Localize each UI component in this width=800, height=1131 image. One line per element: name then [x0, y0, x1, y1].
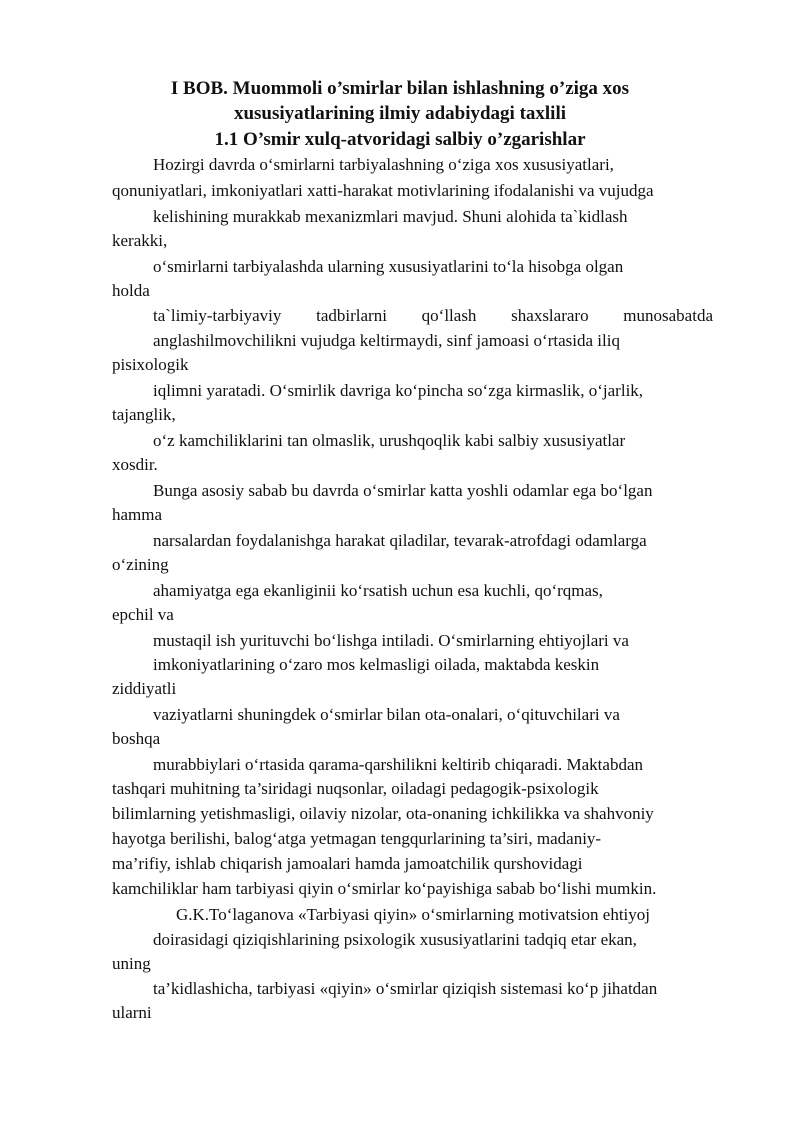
body-line-11: tajanglik,	[112, 405, 176, 424]
body-line-10: iqlimni yaratadi. O‘smirlik davriga ko‘pincha so‘zga kirmaslik, o‘jarlik,	[153, 381, 644, 400]
body-line-1: Hozirgi davrda o‘smirlarni tarbiyalashning o‘ziga xos xususiyatlari,	[153, 155, 614, 174]
body-line-14: Bunga asosiy sabab bu davrda o‘smirlar katta yoshli odamlar ega bo‘lgan	[153, 481, 653, 500]
body-line-22: ziddiyatli	[112, 679, 177, 698]
body-line-29: ma’rifiy, ishlab chiqarish jamoalari hamda jamoatchilik qurshovidagi	[112, 854, 583, 873]
body-line-20: mustaqil ish yurituvchi bo‘lishga intiladi. O‘smirlarning ehtiyojlari va	[153, 631, 629, 650]
section-title: 1.1 O’smir xulq-atvoridagi salbiy o’zgarishlar	[214, 129, 586, 150]
body-line-18: ahamiyatga ega ekanliginii ko‘rsatish uchun esa kuchli, qo‘rqmas,	[153, 581, 603, 600]
body-line-5: o‘smirlarni tarbiyalashda ularning xususiyatlarini to‘la hisobga olgan	[153, 257, 624, 276]
body-line-30: kamchiliklar ham tarbiyasi qiyin o‘smirlar ko‘payishiga sabab bo‘lishi mumkin.	[112, 879, 657, 898]
body-line-17: o‘zining	[112, 555, 169, 574]
chapter-title-line-1: I BOB. Muommoli o’smirlar bilan ishlashning o’ziga xos	[170, 78, 630, 99]
body-line-34: ta’kidlashicha, tarbiyasi «qiyin» o‘smirlar qiziqish sistemasi ko‘p jihatdan	[153, 979, 658, 998]
body-line-25: murabbiylari o‘rtasida qarama-qarshilikni keltirib chiqaradi. Maktabdan	[153, 755, 643, 774]
body-line-6: holda	[112, 281, 150, 300]
body-line-19: epchil va	[112, 605, 174, 624]
body-line-35: ularni	[112, 1003, 152, 1022]
body-line-12: o‘z kamchiliklarini tan olmaslik, urushqoqlik kabi salbiy xususiyatlar	[153, 431, 626, 450]
body-line-15: hamma	[112, 505, 163, 524]
body-line-7: ta`limiy-tarbiyaviy tadbirlarni qo‘llash shaxslararo munosabatda	[153, 306, 713, 325]
body-line-9: pisixologik	[112, 355, 189, 374]
body-line-4: kerakki,	[112, 231, 168, 250]
body-line-27: bilimlarning yetishmasligi, oilaviy nizolar, ota-onaning ichkilikka va shahvoniy	[112, 804, 654, 823]
body-line-16: narsalardan foydalanishga harakat qiladilar, tevarak-atrofdagi odamlarga	[153, 531, 647, 550]
body-line-8: anglashilmovchilikni vujudga keltirmaydi, sinf jamoasi o‘rtasida iliq	[153, 331, 620, 350]
body-line-28: hayotga berilishi, balog‘atga yetmagan tengqurlarining ta’siri, madaniy-	[112, 829, 602, 848]
body-line-3: kelishining murakkab mexanizmlari mavjud. Shuni alohida ta`kidlash	[153, 207, 628, 226]
body-line-33: uning	[112, 954, 151, 973]
body-line-24: boshqa	[112, 729, 161, 748]
body-line-23: vaziyatlarni shuningdek o‘smirlar bilan ota-onalari, o‘qituvchilari va	[153, 705, 620, 724]
body-line-31: G.K.To‘laganova «Tarbiyasi qiyin» o‘smirlarning motivatsion ehtiyoj	[176, 905, 651, 924]
body-line-21: imkoniyatlarining o‘zaro mos kelmasligi oilada, maktabda keskin	[153, 655, 600, 674]
body-line-2: qonuniyatlari, imkoniyatlari xatti-harakat motivlarining ifodalanishi va vujudga	[112, 181, 654, 200]
chapter-title-line-2: xususiyatlarining ilmiy adabiydagi taxlili	[233, 103, 567, 124]
body-line-26: tashqari muhitning ta’siridagi nuqsonlar, oiladagi pedagogik-psixologik	[112, 779, 599, 798]
body-line-32: doirasidagi qiziqishlarining psixologik xususiyatlarini tadqiq etar ekan,	[153, 930, 637, 949]
body-line-13: xosdir.	[112, 455, 158, 474]
